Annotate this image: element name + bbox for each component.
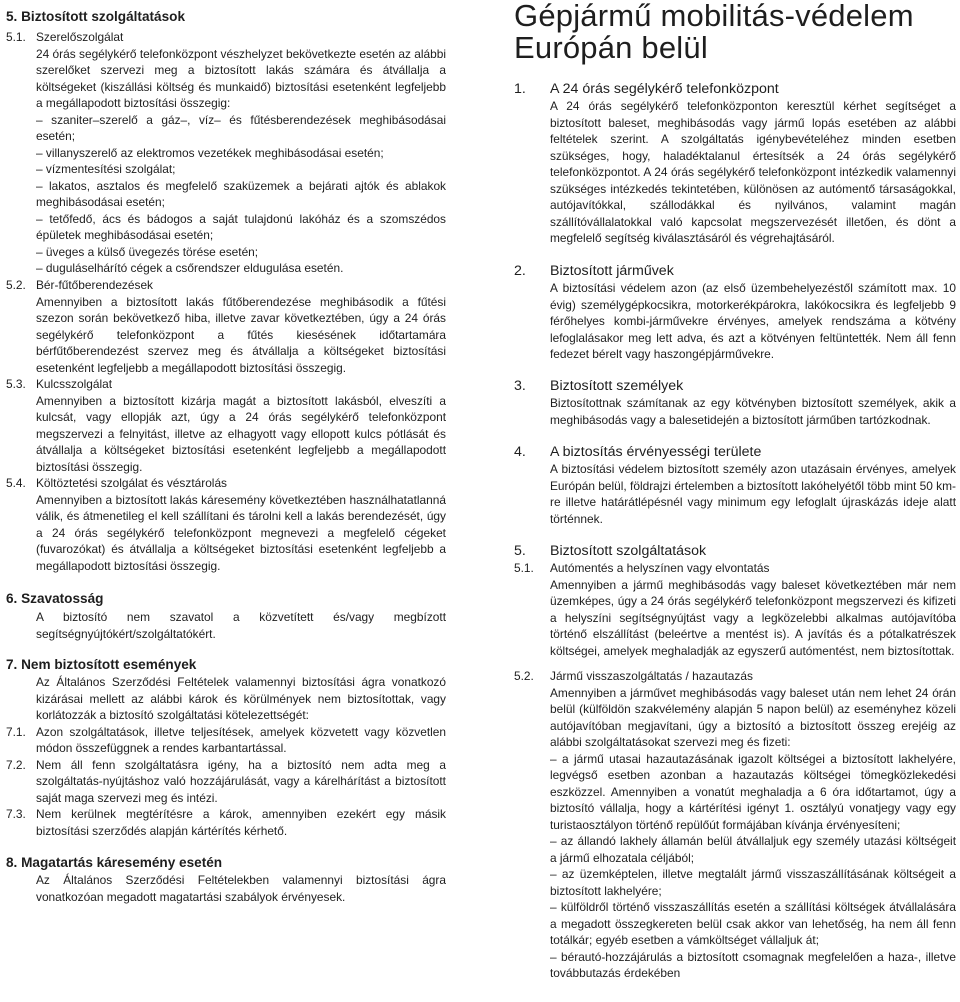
list-item: – a jármű utasai hazautazásának igazolt költségei a biztosított lakhelyére, legvégső esetben azonban a hazautazás költségei tömegközlekedési eszközzel. Amennyiben a vonatút meghaladja a 6 óra időtartamot, úgy a biztosító vállalja, hogy a kártérítési igényt 1. osztályú vonatjegy vagy egy turistaosztályon történő repülőút formájában kívánja érvényesíteni;	[550, 751, 956, 832]
list-item: – szaniter–szerelő a gáz–, víz– és fűtésberendezések meghibásodásai esetén;	[36, 112, 446, 143]
section-5	[6, 8, 446, 25]
section-title: Biztosított személyek	[550, 378, 684, 394]
section-5-1	[6, 29, 446, 277]
section-heading	[514, 443, 956, 461]
subsection-number: 5.2.	[514, 669, 534, 683]
subsection-title: Jármű visszaszolgáltatás / hazautazás	[550, 669, 753, 683]
numbered-item	[6, 757, 446, 807]
subsection-title: Autómentés a helyszínen vagy elvontatás	[550, 561, 770, 575]
subsection-number: 5.4.	[6, 476, 26, 490]
subsection-heading	[6, 475, 446, 492]
section-7	[6, 656, 446, 839]
subsection-heading	[6, 277, 446, 294]
section-body: Biztosítottnak számítanak az egy kötvényben biztosított személyek, akik a meghibásodás vagy a balesetidején a biztosított járműben tartózkodnak.	[550, 396, 956, 427]
section-title: A biztosítás érvényességi területe	[550, 444, 762, 460]
subsection-body: Amennyiben a biztosított lakás káresemény következtében használhatatlanná válik, és átmenetileg el kell szállítani és tárolni kell a lakás berendezését, úgy a 24 órás segélykérő telefonközpont megnevezi a megfelelő cégeket (fuvarozókat) és átvállalja a költségeket biztosítási esetenként legfeljebb a megállapodott biztosítási összegig.	[36, 492, 446, 573]
numbered-item	[6, 724, 446, 757]
list-item: – az állandó lakhely államán belül átvállaljuk egy személy utazási költségeit a jármű elhozatala céljából;	[550, 834, 956, 865]
section-8-body: Az Általános Szerződési Feltételekben valamennyi biztosítási ágra vonatkozóan megadott magatartási szabályok érvényesek.	[36, 873, 446, 904]
section-heading	[514, 262, 956, 280]
subsection-body: Amennyiben a jármű meghibásodás vagy baleset következtében már nem üzemképes, úgy a 24 órás segélykérő telefonközpont megszervezi és kifizeti a helyszíni segítségnyújtást vagy a legközelebbi alkalmas autójavítóba történő elszállítást (beleértve a mentést is). A javítás és a pótalkatrészek költségei, amelyek meghaladják az egyszerű autómentést, nem biztosítottak.	[550, 577, 956, 658]
list-item: – bérautó-hozzájárulás a biztosított csomagnak megfelelően a haza-, illetve továbbutazás érdekében	[550, 949, 956, 980]
section-body: A biztosítási védelem azon (az első üzembehelyezéstől számított max. 10 évig) személygépkocsikra, motorkerékpárokra, lakókocsikra és legfeljebb 9 férőhelyes kombi-járművekre érvényes, amelyek rendszáma a kötvény lefoglalásakor meg lett adva, és azt a kötvényen feltüntették. Nem áll fenn fedezet bérelt vagy haszongépjárművekre.	[550, 281, 956, 361]
list-item: – lakatos, asztalos és megfelelő szaküzemek a bejárati ajtók és ablakok meghibásodásai esetén;	[36, 178, 446, 209]
subsection-body: Amennyiben a biztosított lakás fűtőberendezése meghibásodik a fűtési szezon során bekövetkező hiba, illetve zavar következtében, úgy a 24 órás segélykérő telefonközpont a fűtés kiesésének időtartamára bérfűtőberendezést szervez meg és átvállalja a költségeket biztosítási esetenként legfeljebb a megállapodott biztosítási összegig.	[36, 294, 446, 375]
subsection-title: Bér-fűtőberendezések	[36, 278, 153, 292]
right-section-1	[514, 80, 956, 247]
list-item: – tetőfedő, ács és bádogos a saját tulajdonú lakóház és a szomszédos épületek meghibásodásai esetén;	[36, 211, 446, 242]
section-8	[6, 854, 446, 905]
subsection-number: 5.2.	[6, 278, 26, 292]
section-number: 5.	[514, 543, 526, 559]
section-heading	[514, 80, 956, 98]
subsection-heading	[514, 560, 956, 577]
section-number: 1.	[514, 81, 526, 97]
section-number: 3.	[514, 378, 526, 394]
item-number: 7.2.	[6, 757, 26, 772]
section-title: A 24 órás segélykérő telefonközpont	[550, 81, 779, 97]
section-number: 2.	[514, 263, 526, 279]
title-line-2: Európán belül	[514, 30, 708, 65]
subsection-title: Szerelőszolgálat	[36, 30, 124, 44]
subsection-number: 5.1.	[514, 561, 534, 575]
section-number: 4.	[514, 444, 526, 460]
list-item: – külföldről történő visszaszállítás esetén a szállítási költségek átvállalására a megadott összegkereten belül csak akkor van lehetőség, ha nem áll fenn totálkár; egyéb esetben a vámköltséget vállaljuk át;	[550, 900, 956, 947]
right-section-5	[514, 542, 956, 982]
section-5-heading: 5. Biztosított szolgáltatások	[6, 9, 186, 24]
section-heading	[514, 377, 956, 395]
section-5-2	[6, 277, 446, 376]
subsection-heading	[6, 376, 446, 393]
subsection-heading	[514, 668, 956, 685]
subsection-body: Amennyiben a biztosított kizárja magát a biztosított lakásból, elveszíti a kulcsát, vagy ellopják azt, úgy a 24 órás segélykérő telefonközpont megszervezi a felnyitást, illetve az elhagyott vagy ellopott kulcs pótlását és átvállalja a költségeket biztosítási esetenként legfeljebb a megállapodott biztosítási összegig.	[36, 393, 446, 474]
item-text: Nem kerülnek megtérítésre a károk, amennyiben ezekért egy másik biztosítási szerződés alapján kártérítés kérhető.	[36, 807, 446, 838]
subsection-title: Kulcsszolgálat	[36, 377, 113, 391]
right-section-2	[514, 262, 956, 363]
list-item: – villanyszerelő az elektromos vezetékek meghibásodásai esetén;	[36, 145, 384, 160]
subsection-body: 24 órás segélykérő telefonközpont vészhelyzet bekövetkezte esetén az alábbi szerelőket szervezi meg a biztosított lakás számára és átvállalja a költségeket (kiszállási költség és munkaidő) biztosítási esetenként legfeljebb a megállapodott biztosítási összegig:	[36, 46, 446, 110]
right-section-4	[514, 443, 956, 527]
list-item: – vízmentesítési szolgálat;	[36, 162, 176, 176]
section-5-4	[6, 475, 446, 574]
item-text: Nem áll fenn szolgáltatásra igény, ha a biztosító nem adta meg a szolgáltatás-nyújtáshoz való hozzájárulását, vagy a kárelhárítást a biztosított saját maga szervezi meg és intézi.	[36, 757, 446, 805]
section-7-heading: 7. Nem biztosított események	[6, 657, 197, 672]
right-section-3	[514, 377, 956, 428]
list-item: – üveges a külső üvegezés törése esetén;	[36, 244, 259, 259]
subsection-title: Költöztetési szolgálat és vésztárolás	[36, 476, 228, 490]
section-6	[6, 590, 446, 642]
subsection-number: 5.1.	[6, 30, 26, 44]
item-text: Azon szolgáltatások, illetve teljesítések, amelyek közvetett vagy közvetlen módon összefüggnek a rendes karbantartással.	[36, 724, 446, 755]
numbered-item	[6, 806, 446, 839]
subsection-body: Amennyiben a járművet meghibásodás vagy baleset után nem lehet 24 órán belül (külföldön szakvélemény alapján 5 napon belül) az eseményhez közeli autójavítóban megjavítani, úgy a biztosító a biztosított összeg erejéig az alábbi szolgáltatásokat szervezi meg és fizeti:	[550, 685, 956, 749]
item-number: 7.1.	[6, 724, 26, 739]
subsection-heading	[6, 29, 446, 46]
list-item: – az üzemképtelen, illetve megtalált jármű visszaszállításának költségeit a biztosított lakhelyére;	[550, 867, 956, 898]
subsection-number: 5.3.	[6, 377, 26, 391]
section-title: Biztosított szolgáltatások	[550, 543, 707, 559]
document-title	[514, 0, 956, 64]
section-7-body: Az Általános Szerződési Feltételek valamennyi biztosítási ágra vonatkozó kizárásai mellett az alábbi károk és körülmények nem biztosítottak, vagy korlátozzák a biztosító szolgáltatási kötelezettségét:	[36, 675, 446, 722]
item-number: 7.3.	[6, 807, 26, 821]
section-8-heading: 8. Magatartás káresemény esetén	[6, 855, 223, 870]
section-body: A biztosítási védelem biztosított személy azon utazásain érvényes, amelyek Európán belül, földrajzi értelemben a biztosított lakóhelyétől több mint 50 km-re illetve határátlépésnél vagy minimum egy lefoglalt újraskázás ideje alatt történnek.	[550, 462, 956, 526]
section-6-body: A biztosító nem szavatol a közvetített és/vagy megbízott segítségnyújtókért/szolgáltatókért.	[36, 610, 446, 641]
title-line-1: Gépjármű mobilitás-védelem	[514, 0, 914, 33]
section-6-heading: 6. Szavatosság	[6, 591, 104, 606]
section-heading	[514, 542, 956, 560]
section-5-3	[6, 376, 446, 475]
section-body: A 24 órás segélykérő telefonközponton keresztül kérhet segítséget a biztosított baleset, meghibásodás vagy jármű lopás esetében az alábbi feltételek szerint. A szolgáltatás igénybevételéhez minden esetben szükséges, hogy, haladéktalanul értesítsék a 24 órás segélykérő telefonközpontot. A 24 órás segélykérő telefonközpont intézkedik valamennyi szükséges intézkedés tekintetében, különösen az autómentő társaságokkal, autójavítókkal, szállodákkal és nyilvános, valamint magán szállítóvállalatokkal való kapcsolat megszervezését illetően, és dönt a megfelelő segítség kiválasztásáról és végrehajtásáról.	[550, 99, 956, 245]
list-item: – duguláselhárító cégek a csőrendszer eldugulása esetén.	[36, 261, 344, 275]
section-title: Biztosított járművek	[550, 263, 674, 279]
